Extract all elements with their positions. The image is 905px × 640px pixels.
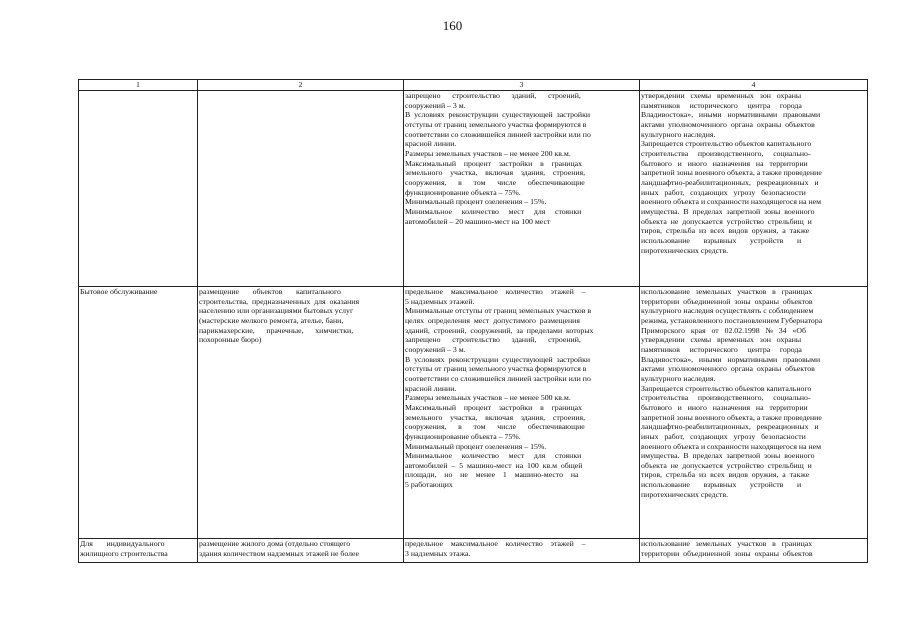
column-number-4: 4	[640, 80, 868, 91]
table-cell-parameters: предельное максимальное количество этажей – 5 надземных этажей. Минимальные отступы от границ земельных участков в целях определения мест допустимого размещения зданий, строений, сооружений, за пределами которых запрещено строительство зданий, строений, сооружений – 3 м. В условиях реконструкции существующей застройки отступы от границ земельного участка формируются в соответствии со сложившейся линией застройки или по красной линии. Размеры земельных участков – не менее 500 кв.м. Максимальный процент застройки в границах земельного участка, включая здания, строения, сооружения, в том числе обеспечивающие функционирование объекта – 75%. Минимальный процент озеленения – 15%. Минимальное количество мест для стоянки автомобилей – 5 машино-мест на 100 кв.м общей площади, но не менее 1 машино-место на 5 работающих	[404, 287, 640, 539]
column-number-2: 2	[198, 80, 404, 91]
table-cell-description	[198, 91, 404, 287]
table-cell-parameters: запрещено строительство зданий, строений, сооружений – 3 м. В условиях реконструкции существующей застройки отступы от границ земельного участка формируются в соответствии со сложившейся линией застройки или по красной линии. Размеры земельных участков – не менее 200 кв.м. Максимальный процент застройки в границах земельного участка, включая здания, строения, сооружения, в том числе обеспечивающие функционирование объекта – 75%. Минимальный процент озеленения – 15%. Минимальное количество мест для стоянки автомобилей – 20 машино-мест на 100 мест	[404, 91, 640, 287]
table-row	[79, 539, 868, 563]
page-number: 160	[442, 18, 463, 33]
table-cell-description: размещение жилого дома (отдельно стоящего здания количеством надземных этажей не более	[198, 539, 404, 563]
table-cell-land-use: Бытовое обслуживание	[79, 287, 198, 539]
table-cell-description: размещение объектов капитального строительства, предназначенных для оказания населению или организациями бытовых услуг (мастерские мелкого ремонта, ателье, бани, парикмахерские, прачечные, химчистки, похоронные бюро)	[198, 287, 404, 539]
table-cell-parameters: предельное максимальное количество этажей – 3 надземных этажа.	[404, 539, 640, 563]
table-cell-restrictions: утверждении схемы временных зон охраны памятников исторического центра города Владивостока», иными нормативными правовыми актами уполномоченного органа охраны объектов культурного наследия. Запрещается строительство объектов капитального строительства производственного, социально- бытового и иного назначения на территории запретной зоны военного объекта, а также проведение ландшафтно-реабилитационных, рекреационных и иных работ, создающих угрозу безопасности военного объекта и сохранности находящегося на нем имущества. В пределах запретной зоны военного объекта не допускается устройство стрельбищ и тиров, стрельба из всех видов оружия, а также использование взрывных устройств и пиротехнических средств.	[640, 91, 868, 287]
table-row	[79, 287, 868, 539]
table-cell-restrictions: использование земельных участков в границах территории объединенной зоны охраны объектов	[640, 539, 868, 563]
table-cell-land-use	[79, 91, 198, 287]
table-row	[79, 91, 868, 287]
column-number-1: 1	[79, 80, 198, 91]
zoning-regulations-table	[78, 79, 868, 563]
table-cell-land-use: Для индивидуального жилищного строительства	[79, 539, 198, 563]
table-header-row	[79, 80, 868, 91]
column-number-3: 3	[404, 80, 640, 91]
table-cell-restrictions: использование земельных участков в границах территории объединенной зоны охраны объектов культурного наследия осуществлять с соблюдением режима, установленного постановлением Губернатора Приморского края от 02.02.1998 № 34 «Об утверждении схемы временных зон охраны памятников исторического центра города Владивостока», иными нормативными правовыми актами уполномоченного органа охраны объектов культурного наследия. Запрещается строительство объектов капитального строительства производственного, социально- бытового и иного назначения на территории запретной зоны военного объекта, а также проведение ландшафтно-реабилитационных, рекреационных и иных работ, создающих угрозу безопасности военного объекта и сохранности находящегося на нем имущества. В пределах запретной зоны военного объекта не допускается устройство стрельбищ и тиров, стрельба из всех видов оружия, а также использование взрывных устройств и пиротехнических средств.	[640, 287, 868, 539]
